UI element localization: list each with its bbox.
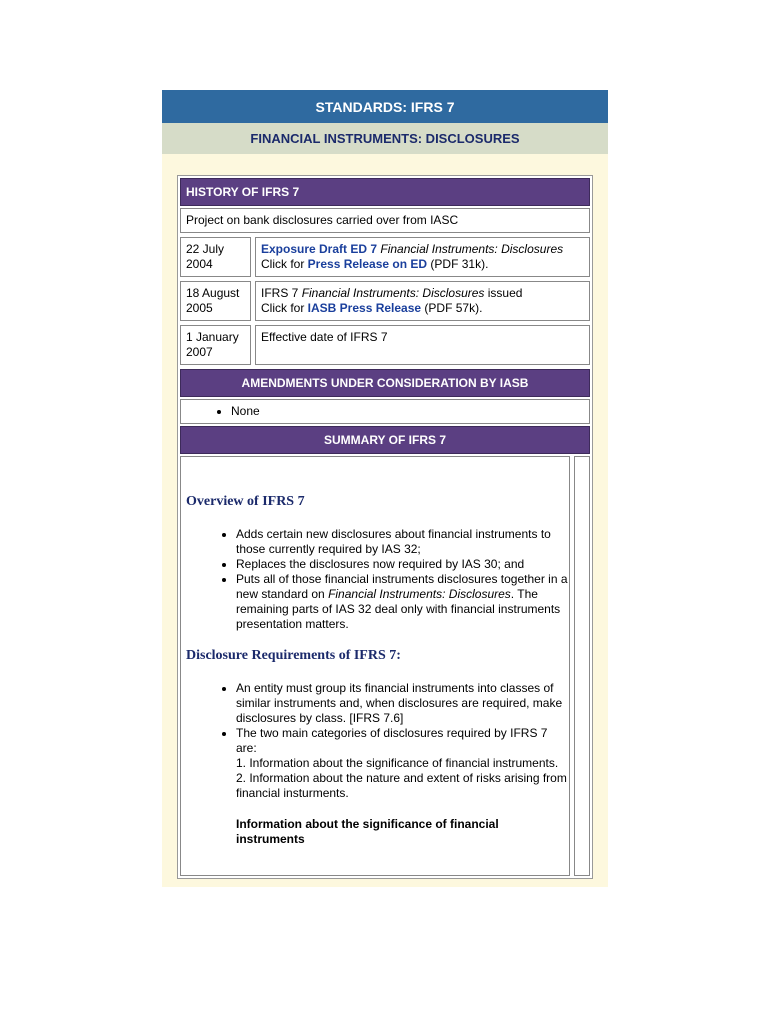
history-desc bbox=[255, 237, 590, 277]
amendments-list-cell bbox=[180, 399, 590, 424]
history-desc bbox=[255, 281, 590, 321]
summary-scrollbar[interactable] bbox=[574, 456, 590, 876]
list-item bbox=[236, 726, 569, 801]
page-title: STANDARDS: IFRS 7 bbox=[162, 90, 608, 123]
item-text: 1. Information about the significance of financial instruments. bbox=[236, 756, 559, 770]
summary-frame bbox=[180, 456, 590, 876]
pdf-size: (PDF 31k). bbox=[427, 257, 489, 271]
history-heading: HISTORY OF IFRS 7 bbox=[180, 178, 590, 206]
significance-heading: Information about the significance of financial instruments bbox=[236, 817, 499, 846]
history-table bbox=[177, 175, 593, 879]
item-text: Puts all of those financial instruments disclosures together in a new standard on bbox=[236, 572, 568, 601]
pdf-size: (PDF 57k). bbox=[421, 301, 483, 315]
history-desc: Effective date of IFRS 7 bbox=[255, 325, 590, 365]
click-prefix: Click for bbox=[261, 301, 308, 315]
page-subtitle: FINANCIAL INSTRUMENTS: DISCLOSURES bbox=[162, 123, 608, 154]
summary-heading: SUMMARY OF IFRS 7 bbox=[180, 426, 590, 454]
title-italic: Financial Instruments: Disclosures bbox=[301, 286, 485, 300]
overview-title: Overview of IFRS 7 bbox=[186, 494, 305, 509]
list-item: • None bbox=[231, 404, 584, 419]
click-prefix: Click for bbox=[261, 257, 308, 271]
exposure-draft-link[interactable]: Exposure Draft ED 7 bbox=[261, 242, 378, 256]
item-italic: Financial Instruments: Disclosures bbox=[328, 587, 511, 601]
history-row bbox=[178, 323, 592, 367]
item-text: The two main categories of disclosures required by IFRS 7 are: bbox=[236, 726, 548, 755]
history-row bbox=[178, 279, 592, 323]
item-text: . The remaining parts of IAS 32 deal only with financial instruments presentation matters. bbox=[236, 587, 561, 631]
disclosure-title: Disclosure Requirements of IFRS 7: bbox=[186, 648, 401, 663]
press-release-ed-link[interactable]: Press Release on ED bbox=[307, 257, 428, 271]
list-item: • Adds certain new disclosures about financial instruments to those currently required by IAS 32; bbox=[236, 527, 569, 557]
summary-body bbox=[180, 456, 570, 876]
page-container bbox=[162, 90, 608, 887]
history-row bbox=[178, 235, 592, 279]
title-italic: Financial Instruments: Disclosures bbox=[377, 242, 564, 256]
desc-suffix: issued bbox=[484, 286, 523, 300]
history-date: 22 July 2004 bbox=[180, 237, 251, 277]
list-item bbox=[236, 572, 569, 632]
amendments-heading: AMENDMENTS UNDER CONSIDERATION BY IASB bbox=[180, 369, 590, 397]
list-item: • Replaces the disclosures now required by IAS 30; and bbox=[236, 557, 569, 572]
history-date: 1 January 2007 bbox=[180, 325, 251, 365]
item-text: 2. Information about the nature and extent of risks arising from financial insturments. bbox=[236, 771, 567, 800]
history-intro: Project on bank disclosures carried over from IASC bbox=[180, 208, 590, 233]
list-item: • An entity must group its financial instruments into classes of similar instruments and, when disclosures are required, make disclosures by class. [IFRS 7.6] bbox=[236, 681, 569, 726]
iasb-press-release-link[interactable]: IASB Press Release bbox=[307, 301, 422, 315]
history-date: 18 August 2005 bbox=[180, 281, 251, 321]
desc-prefix: IFRS 7 bbox=[261, 286, 302, 300]
